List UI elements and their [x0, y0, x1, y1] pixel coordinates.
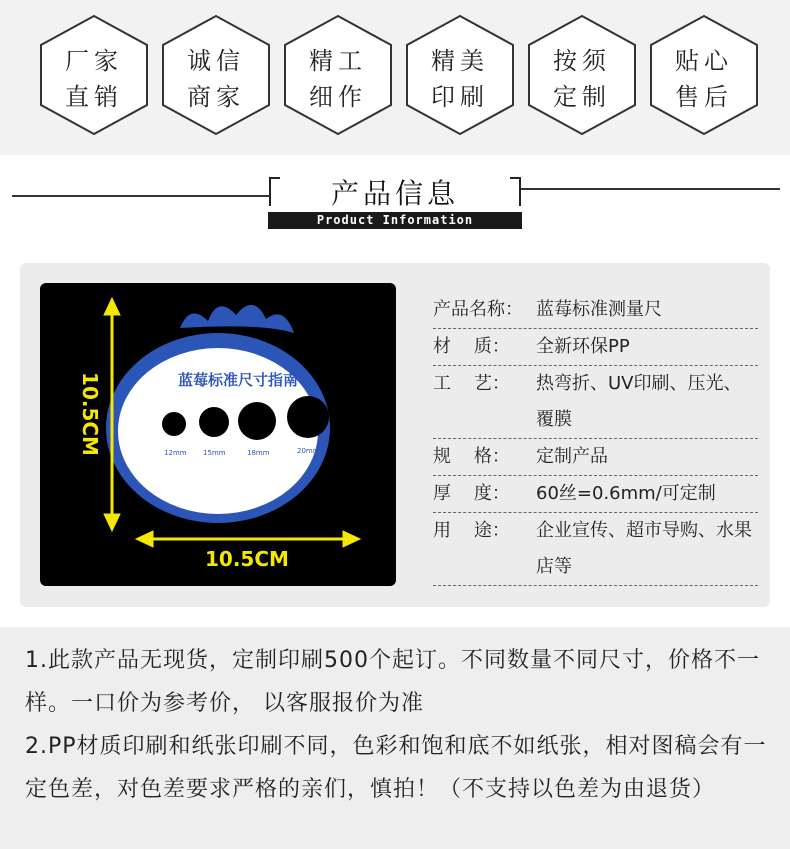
spec-label: 规 格： — [433, 446, 510, 467]
badge-trusted-seller — [160, 14, 272, 136]
width-label: 10.5CM — [205, 547, 289, 571]
spec-row — [433, 513, 758, 586]
section-title-cn: 产品信息 — [330, 177, 459, 210]
spec-value: 企业宣传、超市导购、水果店等 — [536, 520, 752, 577]
badge-text: 贴心 售后 — [675, 47, 733, 111]
spec-value: 热弯折、UV印刷、压光、覆膜 — [536, 373, 742, 430]
product-photo — [40, 283, 396, 586]
badge-after-sales — [648, 14, 760, 136]
hole-12mm — [162, 412, 186, 436]
notes-panel — [0, 627, 790, 849]
spec-value: 蓝莓标准测量尺 — [536, 299, 662, 320]
hole-15mm — [199, 407, 229, 437]
size-label-18: 18mm — [247, 449, 270, 457]
height-label: 10.5CM — [78, 372, 102, 456]
spec-label: 用 途： — [433, 520, 510, 541]
note-1: 1.此款产品无现货，定制印刷500个起订。不同数量不同尺寸，价格不一样。一口价为参考价， 以客服报价为准 — [25, 648, 760, 716]
spec-value: 全新环保PP — [536, 336, 630, 357]
note-2: 2.PP材质印刷和纸张印刷不同，色彩和饱和底不如纸张，相对图稿会有一定色差，对色差要求严格的亲们，慎拍！（不支持以色差为由退货） — [25, 734, 767, 802]
badge-text: 精美 印刷 — [431, 47, 489, 111]
spec-label: 工 艺： — [433, 373, 510, 394]
badge-text: 精工 细作 — [309, 47, 367, 111]
badge-text: 厂家 直销 — [65, 47, 123, 111]
size-label-15: 15mm — [203, 449, 226, 457]
spec-value: 60丝=0.6mm/可定制 — [536, 483, 716, 504]
feature-badge-band — [0, 0, 790, 155]
badge-fine-craft — [282, 14, 394, 136]
spec-row — [433, 329, 758, 366]
spec-label: 厚 度： — [433, 483, 510, 504]
spec-row — [433, 292, 758, 329]
spec-row — [433, 476, 758, 513]
card-title: 蓝莓标准尺寸指南 — [178, 371, 299, 389]
spec-value: 定制产品 — [536, 446, 608, 467]
badge-fine-print — [404, 14, 516, 136]
badge-custom-made — [526, 14, 638, 136]
divider-right — [520, 188, 780, 190]
section-title-en: Product Information — [268, 212, 522, 229]
badge-factory-direct — [38, 14, 150, 136]
spec-row — [433, 439, 758, 476]
badge-text: 诚信 商家 — [187, 47, 245, 111]
hole-20mm — [287, 396, 329, 438]
spec-row — [433, 366, 758, 439]
divider-left — [12, 195, 270, 197]
spec-label: 材 质： — [433, 336, 510, 357]
size-label-12: 12mm — [164, 449, 187, 457]
badge-text: 按须 定制 — [553, 47, 611, 111]
size-label-20: 20mm — [297, 447, 320, 455]
spec-label: 产品名称： — [433, 299, 523, 320]
hole-18mm — [238, 402, 276, 440]
spec-list — [433, 292, 758, 586]
